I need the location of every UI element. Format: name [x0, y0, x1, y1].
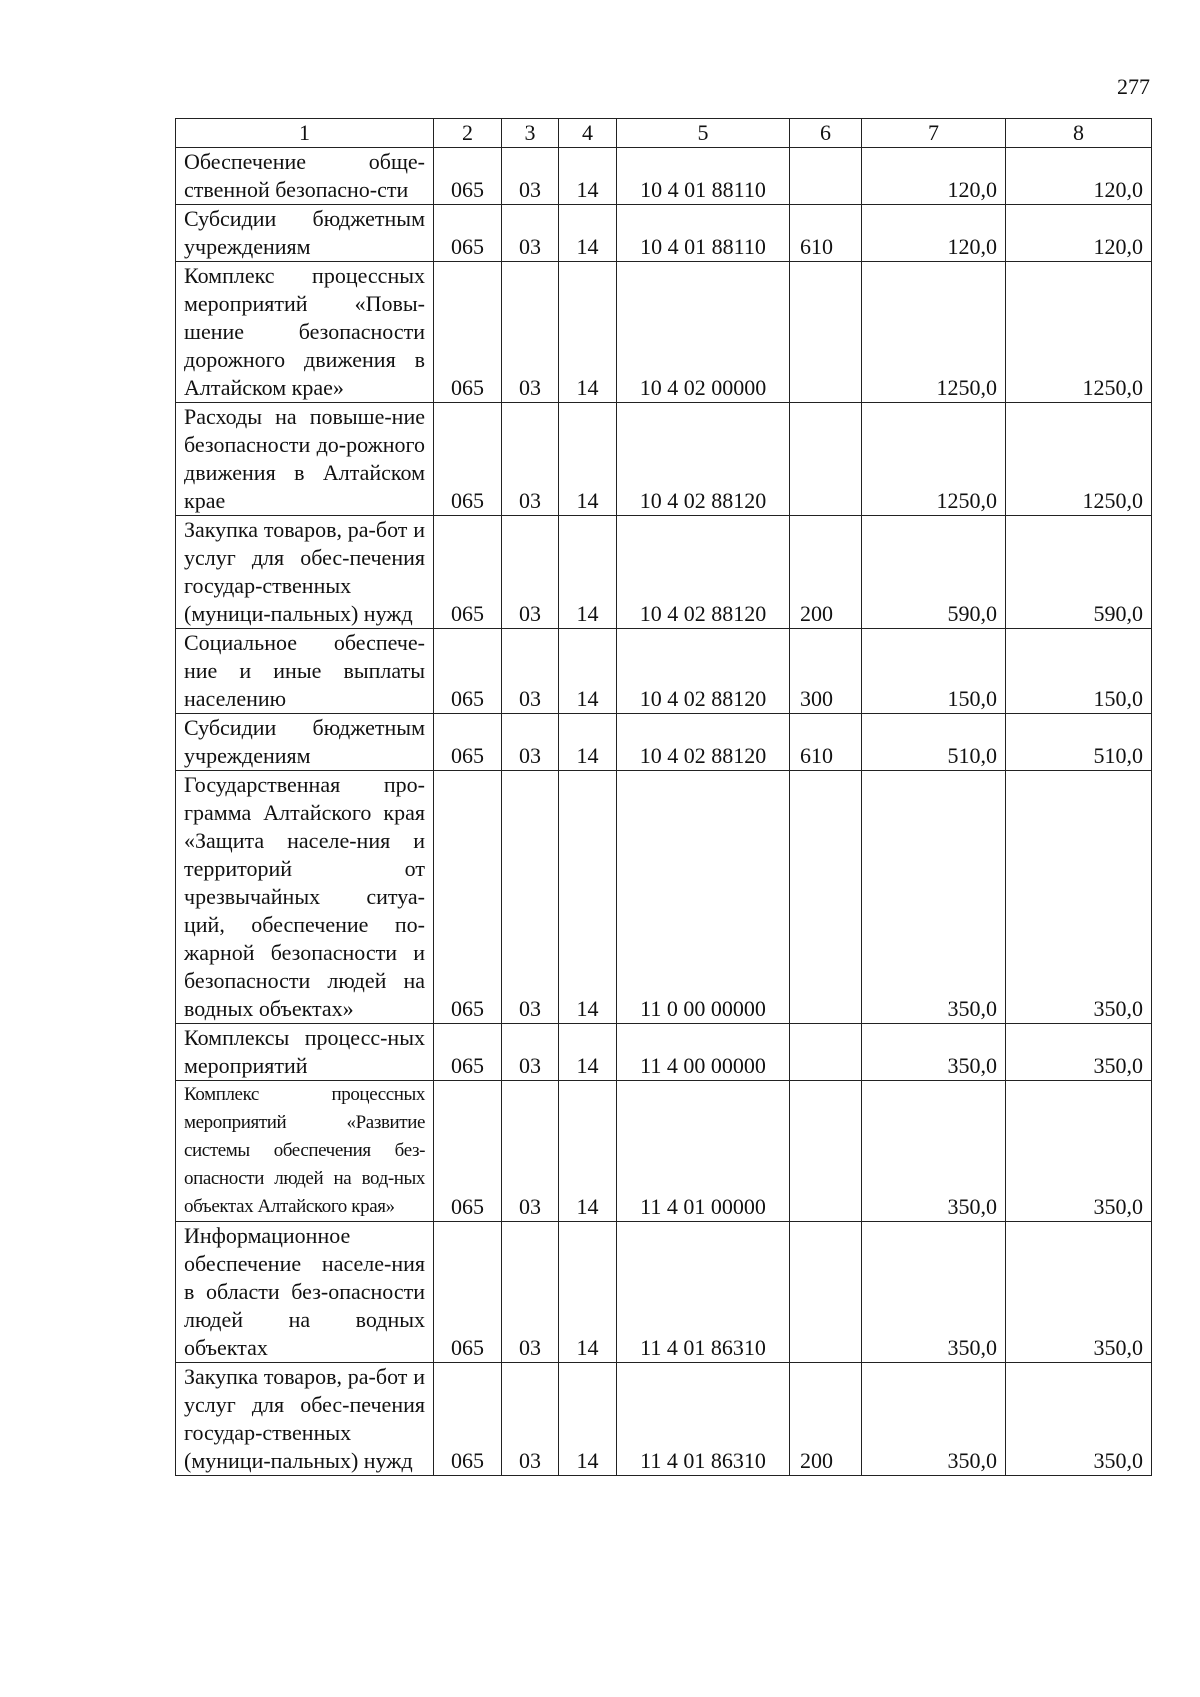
column-header-7: 7	[862, 119, 1006, 148]
table-row	[176, 1363, 1152, 1476]
table-row	[176, 403, 1152, 516]
amount-year1-cell: 350,0	[862, 1081, 1006, 1222]
item-name-cell: Комплекс процессных мероприятий «Развитие системы обеспечения без-опасности людей на вод-ных объектах Алтайского края»	[176, 1081, 434, 1222]
expense-type-cell: 610	[790, 714, 862, 771]
amount-year2-cell: 120,0	[1006, 205, 1152, 262]
expense-type-cell	[790, 1024, 862, 1081]
amount-year1-cell: 150,0	[862, 629, 1006, 714]
expense-type-cell	[790, 403, 862, 516]
amount-year1-cell: 350,0	[862, 771, 1006, 1024]
amount-year2-cell: 120,0	[1006, 148, 1152, 205]
ministry-code-cell: 065	[434, 262, 502, 403]
target-article-cell: 11 4 01 86310	[617, 1222, 790, 1363]
item-name-cell: Комплексы процесс-ных мероприятий	[176, 1024, 434, 1081]
ministry-code-cell: 065	[434, 1081, 502, 1222]
item-name-cell: Социальное обеспече-ние и иные выплаты населению	[176, 629, 434, 714]
section-code-cell: 03	[502, 1222, 559, 1363]
table-row	[176, 771, 1152, 1024]
item-name-cell: Закупка товаров, ра-бот и услуг для обес-печения государ-ственных (муници-пальных) нужд	[176, 1363, 434, 1476]
amount-year1-cell: 1250,0	[862, 262, 1006, 403]
ministry-code-cell: 065	[434, 714, 502, 771]
expense-type-cell: 300	[790, 629, 862, 714]
page-number: 277	[1117, 74, 1150, 99]
column-header-8: 8	[1006, 119, 1152, 148]
subsection-code-cell: 14	[559, 1363, 617, 1476]
target-article-cell: 11 4 01 00000	[617, 1081, 790, 1222]
item-name-cell: Государственная про-грамма Алтайского края «Защита населе-ния и территорий от чрезвычайных ситуа-ций, обеспечение по-жарной безопасности и безопасности людей на водных объектах»	[176, 771, 434, 1024]
amount-year1-cell: 120,0	[862, 205, 1006, 262]
column-header-1: 1	[176, 119, 434, 148]
ministry-code-cell: 065	[434, 1222, 502, 1363]
expense-type-cell	[790, 1222, 862, 1363]
item-name-cell: Комплекс процессных мероприятий «Повы-шение безопасности дорожного движения в Алтайском крае»	[176, 262, 434, 403]
table-row	[176, 1024, 1152, 1081]
subsection-code-cell: 14	[559, 629, 617, 714]
amount-year1-cell: 350,0	[862, 1363, 1006, 1476]
section-code-cell: 03	[502, 629, 559, 714]
amount-year2-cell: 350,0	[1006, 771, 1152, 1024]
column-header-5: 5	[617, 119, 790, 148]
amount-year2-cell: 590,0	[1006, 516, 1152, 629]
subsection-code-cell: 14	[559, 205, 617, 262]
column-header-6: 6	[790, 119, 862, 148]
target-article-cell: 10 4 02 88120	[617, 403, 790, 516]
section-code-cell: 03	[502, 1081, 559, 1222]
item-name-cell: Расходы на повыше-ние безопасности до-рожного движения в Алтайском крае	[176, 403, 434, 516]
amount-year2-cell: 350,0	[1006, 1081, 1152, 1222]
amount-year1-cell: 120,0	[862, 148, 1006, 205]
item-name-cell: Обеспечение обще-ственной безопасно-сти	[176, 148, 434, 205]
expense-type-cell	[790, 1081, 862, 1222]
expense-type-cell: 200	[790, 1363, 862, 1476]
amount-year1-cell: 350,0	[862, 1222, 1006, 1363]
amount-year2-cell: 350,0	[1006, 1024, 1152, 1081]
item-name-cell: Субсидии бюджетным учреждениям	[176, 205, 434, 262]
section-code-cell: 03	[502, 148, 559, 205]
table-row	[176, 516, 1152, 629]
amount-year2-cell: 1250,0	[1006, 403, 1152, 516]
expense-type-cell	[790, 148, 862, 205]
target-article-cell: 10 4 02 00000	[617, 262, 790, 403]
subsection-code-cell: 14	[559, 1024, 617, 1081]
expense-type-cell	[790, 771, 862, 1024]
amount-year2-cell: 150,0	[1006, 629, 1152, 714]
section-code-cell: 03	[502, 516, 559, 629]
target-article-cell: 10 4 01 88110	[617, 148, 790, 205]
ministry-code-cell: 065	[434, 1024, 502, 1081]
amount-year1-cell: 510,0	[862, 714, 1006, 771]
section-code-cell: 03	[502, 403, 559, 516]
column-header-4: 4	[559, 119, 617, 148]
section-code-cell: 03	[502, 262, 559, 403]
section-code-cell: 03	[502, 1024, 559, 1081]
ministry-code-cell: 065	[434, 629, 502, 714]
column-header-2: 2	[434, 119, 502, 148]
target-article-cell: 10 4 02 88120	[617, 516, 790, 629]
amount-year1-cell: 1250,0	[862, 403, 1006, 516]
table-body	[176, 148, 1152, 1476]
target-article-cell: 11 0 00 00000	[617, 771, 790, 1024]
table-row	[176, 629, 1152, 714]
target-article-cell: 10 4 02 88120	[617, 629, 790, 714]
item-name-cell: Субсидии бюджетным учреждениям	[176, 714, 434, 771]
budget-table	[175, 118, 1152, 1476]
ministry-code-cell: 065	[434, 148, 502, 205]
amount-year2-cell: 350,0	[1006, 1363, 1152, 1476]
subsection-code-cell: 14	[559, 1222, 617, 1363]
table-row	[176, 205, 1152, 262]
amount-year2-cell: 350,0	[1006, 1222, 1152, 1363]
target-article-cell: 11 4 01 86310	[617, 1363, 790, 1476]
column-header-3: 3	[502, 119, 559, 148]
subsection-code-cell: 14	[559, 771, 617, 1024]
table-row	[176, 1222, 1152, 1363]
subsection-code-cell: 14	[559, 1081, 617, 1222]
ministry-code-cell: 065	[434, 516, 502, 629]
subsection-code-cell: 14	[559, 714, 617, 771]
ministry-code-cell: 065	[434, 205, 502, 262]
table-row	[176, 262, 1152, 403]
section-code-cell: 03	[502, 205, 559, 262]
expense-type-cell: 610	[790, 205, 862, 262]
subsection-code-cell: 14	[559, 516, 617, 629]
amount-year1-cell: 350,0	[862, 1024, 1006, 1081]
target-article-cell: 10 4 01 88110	[617, 205, 790, 262]
ministry-code-cell: 065	[434, 1363, 502, 1476]
item-name-cell: Закупка товаров, ра-бот и услуг для обес-печения государ-ственных (муници-пальных) нужд	[176, 516, 434, 629]
table-row	[176, 714, 1152, 771]
subsection-code-cell: 14	[559, 148, 617, 205]
amount-year2-cell: 1250,0	[1006, 262, 1152, 403]
expense-type-cell	[790, 262, 862, 403]
header-row	[176, 119, 1152, 148]
section-code-cell: 03	[502, 771, 559, 1024]
ministry-code-cell: 065	[434, 771, 502, 1024]
table-row	[176, 148, 1152, 205]
subsection-code-cell: 14	[559, 262, 617, 403]
ministry-code-cell: 065	[434, 403, 502, 516]
target-article-cell: 11 4 00 00000	[617, 1024, 790, 1081]
section-code-cell: 03	[502, 714, 559, 771]
target-article-cell: 10 4 02 88120	[617, 714, 790, 771]
amount-year1-cell: 590,0	[862, 516, 1006, 629]
item-name-cell: Информационное обеспечение населе-ния в области без-опасности людей на водных объектах	[176, 1222, 434, 1363]
table-row	[176, 1081, 1152, 1222]
section-code-cell: 03	[502, 1363, 559, 1476]
subsection-code-cell: 14	[559, 403, 617, 516]
amount-year2-cell: 510,0	[1006, 714, 1152, 771]
expense-type-cell: 200	[790, 516, 862, 629]
